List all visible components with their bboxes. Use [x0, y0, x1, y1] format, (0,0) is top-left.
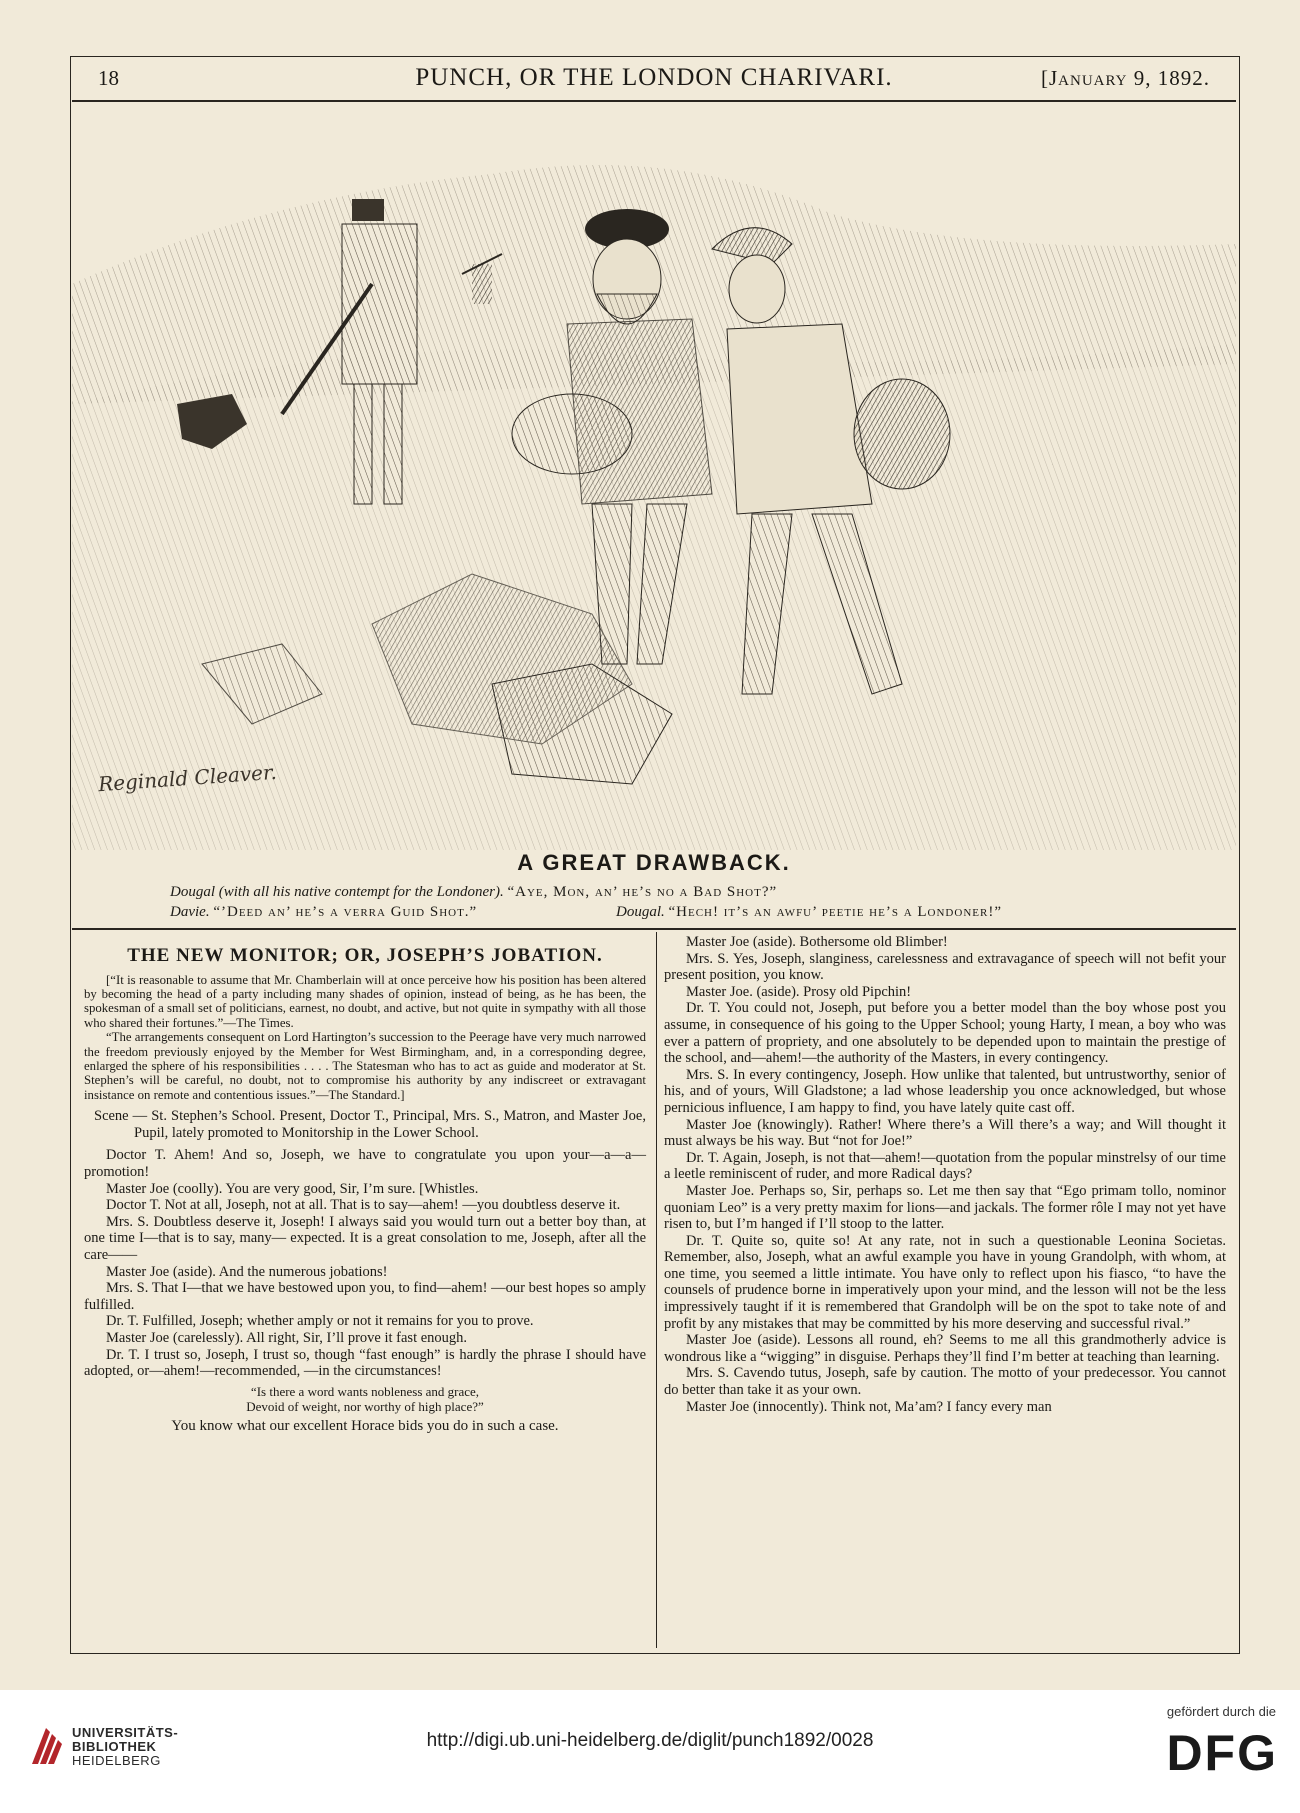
article-paragraph: Mrs. S. Doubtless deserve it, Joseph! I always said you would turn out a better boy than, at one time I—that is to say, many— expected. It is a great consolation to me, Joseph, after all the care—— [84, 1213, 646, 1263]
issue-date: [January 9, 1892. [1040, 66, 1210, 90]
article-paragraph: Dr. T. Fulfilled, Joseph; whether amply or not it remains for you to prove. [106, 1313, 534, 1330]
page-number: 18 [98, 66, 119, 90]
article-paragraph: Master Joe (coolly). You are very good, Sir, I’m sure. [Whistles. [106, 1180, 479, 1197]
article-paragraph: [“It is reasonable to assume that Mr. Chamberlain will at once perceive how his position has been altered by becoming the head of a party including many shades of opinion, instead of being, as he has been, the spokesman of a small set of politicians, earnest, no doubt, and active, but not quite in sympathy with all those who shared their fortunes.”—The Times. [84, 972, 646, 1030]
article-paragraph: Mrs. S. That I—that we have bestowed upon you, to find—ahem! —our best hopes so amply fulfilled. [84, 1280, 646, 1313]
verse-line: “Is there a word wants nobleness and grace, [250, 1383, 480, 1399]
caption-speaker-dougal-2: Dougal. [616, 904, 665, 920]
artist-signature: Reginald Cleaver. [97, 759, 278, 797]
article-paragraph: Master Joe (carelessly). All right, Sir, I’ll prove it fast enough. [106, 1329, 468, 1346]
caption-line-2b [616, 904, 1002, 921]
library-name-line: HEIDELBERG [72, 1753, 161, 1768]
article-paragraph: Master Joe (innocently). Think not, Ma’am? I fancy every man [686, 1398, 1052, 1415]
verse-line: Devoid of weight, nor worthy of high place?” [246, 1398, 484, 1414]
caption-line-1 [170, 884, 777, 901]
article-column-right [664, 934, 1226, 1415]
caption-quote-3: “Hech! it’s an awfu’ peetie he’s a Londoner!” [668, 904, 1002, 920]
column-rule [656, 932, 657, 1648]
article-paragraph: Master Joe. (aside). Prosy old Pipchin! [686, 983, 912, 1000]
article-title: THE NEW MONITOR; OR, JOSEPH’S JOBATION. [127, 945, 603, 966]
article-paragraph: Master Joe (knowingly). Rather! Where there’s a Will there’s a way; and Will thought it must always be his way. But “not for Joe!” [664, 1116, 1226, 1150]
cartoon-title: A GREAT DRAWBACK. [517, 850, 791, 875]
article-paragraph: Doctor T. Ahem! And so, Joseph, we have to congratulate you upon your—a—a—promotion! [84, 1147, 646, 1181]
caption-speaker-davie: Davie. [170, 904, 210, 920]
cartoon-drawing [72, 104, 1236, 850]
article-paragraph: You know what our excellent Horace bids you do in such a case. [171, 1417, 559, 1434]
caption-quote-2: “’Deed an’ he’s a verra Guid Shot.” [213, 904, 478, 920]
article-paragraph: Master Joe. Perhaps so, Sir, perhaps so. Let me then say that “Ego primam tollo, nominor quoniam Leo” is a very pretty maxim for lions—and jackals. The former rôle I may not yet have risen to, but I’m hanged if I’ll stoop to the latter. [664, 1182, 1226, 1233]
article-paragraph: Doctor T. Not at all, Joseph, not at all. That is to say—ahem! —you doubtless deserve it. [106, 1197, 621, 1214]
library-name-line: BIBLIOTHEK [72, 1739, 157, 1754]
article-paragraph: Master Joe (aside). Lessons all round, eh? Seems to me all this grandmotherly advice is wondrous like a “wigging” in disguise. Perhaps they’ll find I’m better at teaching than learning. [664, 1332, 1226, 1365]
viewer-footer [0, 1690, 1300, 1813]
article-paragraph: Dr. T. Quite so, quite so! At any rate, not in such a questionable Leonina Societas. Remember, also, Joseph, what an awful example you have in young Grandolph, with whom, at one time, you seemed a little intimate. You have only to reflect upon his fiasco, “to have the counsels of prudence borne in imperatively upon your mind, and the lesson will not be the less impressively taught if it is remembered that Grandolph will be on the spot to take note of and profit by any mistakes that may be committed by his more deserving and successful rival.” [664, 1232, 1226, 1332]
article-paragraph: Scene — St. Stephen’s School. Present, Doctor T., Principal, Mrs. S., Matron, and Master Joe, Pupil, lately promoted to Monitorship in the Lower School. [94, 1108, 646, 1141]
article-paragraph: Mrs. S. In every contingency, Joseph. How unlike that talented, but untrustworthy, senior of his, and of yours, Will Gladstone; a lad whose leadership you once acknowledged, but whose pernicious influence, I am happy to find, you have lately quite cast off. [664, 1066, 1226, 1116]
article-paragraph: Dr. T. Again, Joseph, is not that—ahem!—quotation from the popular minstrelsy of our time a leetle reminiscent of ruder, and more Radical days? [664, 1149, 1226, 1183]
section-divider [72, 928, 1236, 930]
article-paragraph: Mrs. S. Cavendo tutus, Joseph, safe by caution. The motto of your predecessor. You cannot do better than take it as your own. [664, 1365, 1226, 1399]
caption-quote-1: “Aye, Mon, an’ he’s no a Bad Shot?” [507, 884, 778, 900]
article-paragraph: Dr. T. I trust so, Joseph, I trust so, though “fast enough” is hardly the phrase I should have adopted, or—ahem!—recommended, —in the circumstances! [84, 1346, 646, 1380]
article-paragraph: Dr. T. You could not, Joseph, put before you a better model than the boy whose post you assume, in consequence of his going to the Upper School; young Harty, I mean, a boy who was ever a pattern of propriety, and one absolutely to be depended upon to maintain the prestige of the school, and—ahem!—the authority of the Masters, in every contingency. [664, 1000, 1226, 1067]
dfg-logo[interactable]: DFG [1166, 1725, 1278, 1781]
article-column-left [84, 934, 646, 1434]
cartoon-illustration [72, 104, 1236, 850]
permalink-url[interactable]: http://digi.ub.uni-heidelberg.de/diglit/punch1892/0028 [426, 1730, 874, 1751]
article-paragraph: Master Joe (aside). Bothersome old Blimber! [686, 934, 948, 950]
article-paragraph: “The arrangements consequent on Lord Hartington’s succession to the Peerage have very much narrowed the freedom previously enjoyed by the Member for West Birmingham, and, in a corresponding degree, enlarged the sphere of his responsibilities . . . . The Statesman who has to act as guide and moderator at St. Stephen’s will be careful, no doubt, not to compromise his authority by any indiscreet or extravagant insistance on remote and contentious issues.”—The Standard.] [84, 1030, 646, 1102]
library-name-line: UNIVERSITÄTS- [72, 1725, 179, 1740]
verse-quote [84, 1384, 646, 1414]
article-paragraph: Mrs. S. Yes, Joseph, slanginess, carelessness and extravagance of speech will not befit your present position, you know. [664, 950, 1226, 984]
caption-speaker-dougal: Dougal (with all his native contempt for the Londoner). [170, 884, 504, 900]
journal-title: PUNCH, OR THE LONDON CHARIVARI. [415, 64, 893, 91]
article-paragraph: Master Joe (aside). And the numerous jobations! [106, 1263, 388, 1280]
page-header [72, 60, 1236, 102]
funding-label: gefördert durch die [1166, 1704, 1276, 1719]
caption-line-2a [170, 904, 477, 921]
